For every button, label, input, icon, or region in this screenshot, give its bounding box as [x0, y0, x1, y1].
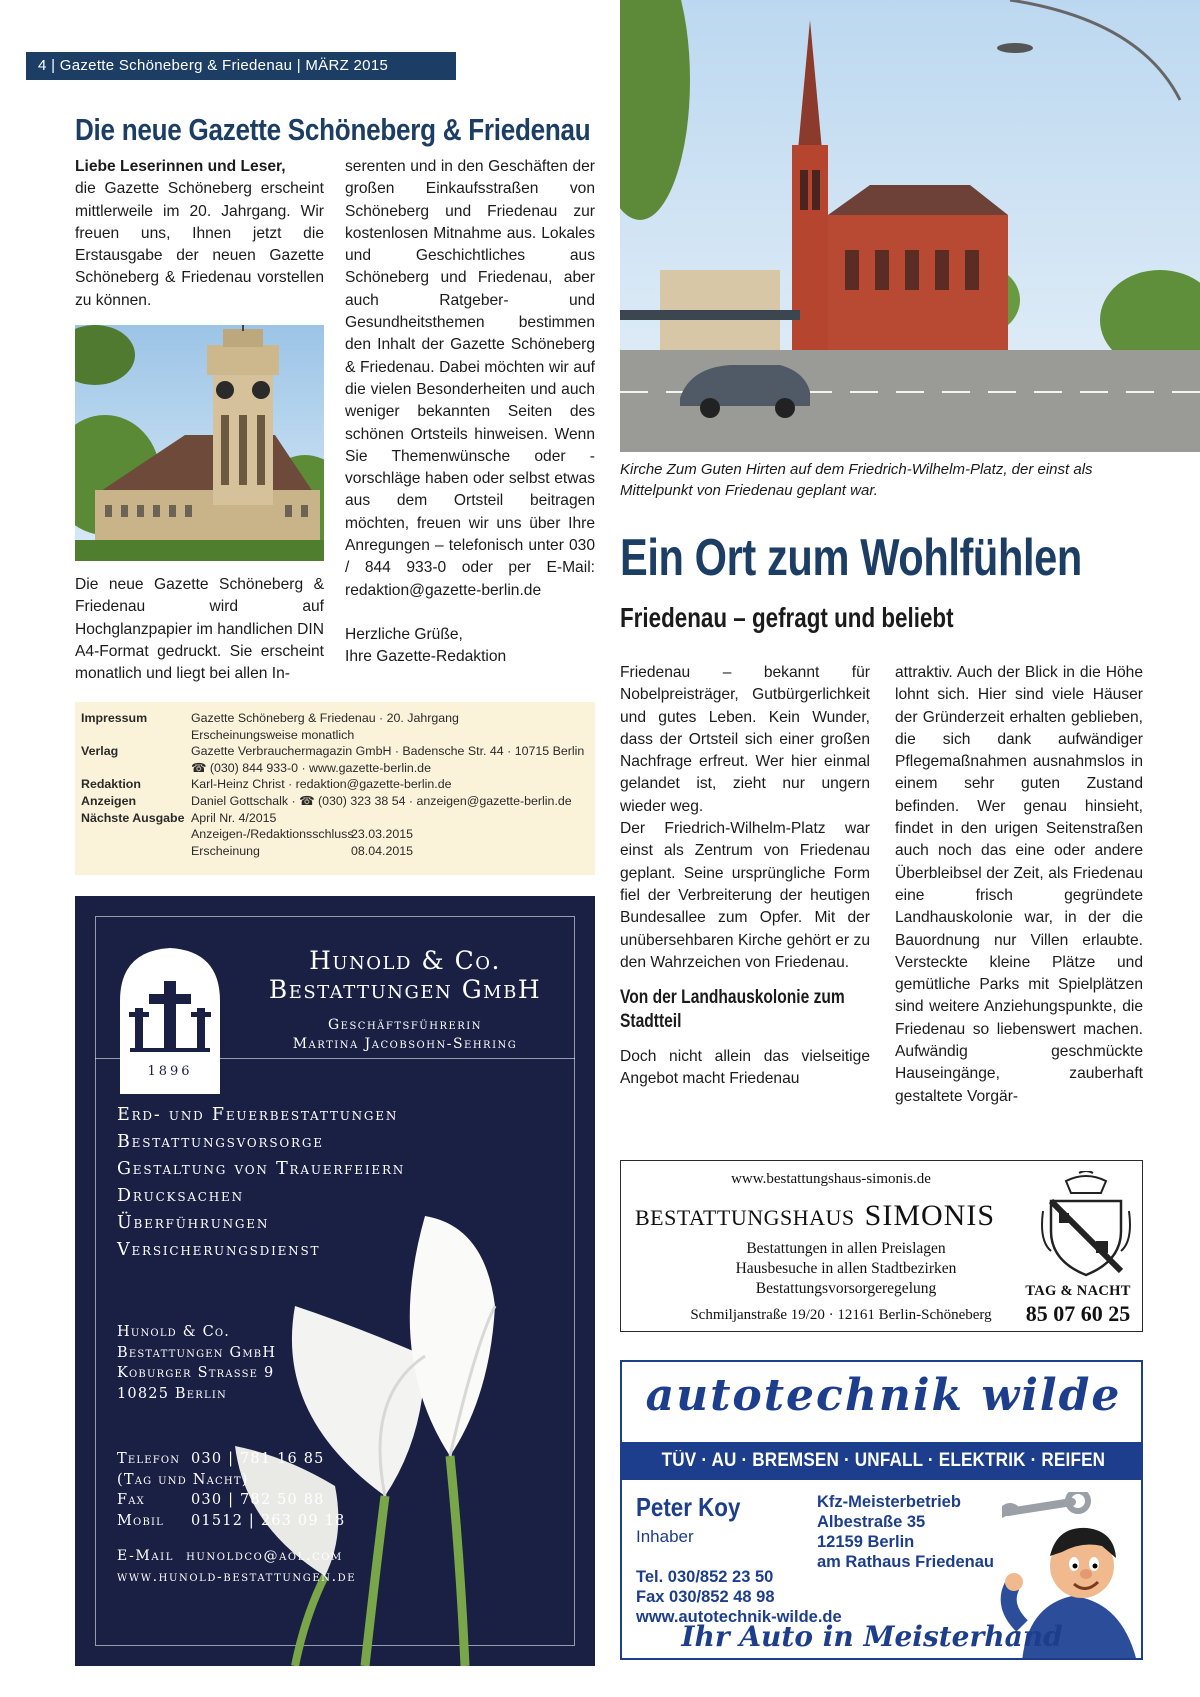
service-item: Bestattungsvorsorge: [117, 1132, 324, 1152]
article-body: serenten und in den Geschäften der großen Einkaufsstraßen von Schöneberg und Friedenau zur kostenlosen Mitnahme aus. Lokales und Geschichtliches aus Schöneberg und Friedenau, aber auch Ratgeber- und Gesundheitsthemen bestimmen den Inhalt der Gazette Schöneberg & Friedenau. Dabei möchten wir auf die vielen Besonderheiten und auch weniger bekannten Seiten des schönen Ortsteils hinweisen. Wenn Sie Themenwünsche oder -vorschläge haben oder selbst etwas aus dem Ortsteil beitragen möchten, freuen wir uns über Ihre Anregungen – telefonisch unter 030 / 844 933-0 oder per E-Mail: redaktion@gazette-berlin.de: [345, 158, 595, 599]
company-contact: Telefon 030 | 781 16 85 (Tag und Nacht) Fax 030 | 782 50 88 Mobil 01512 | 263 09 18: [117, 1451, 346, 1529]
feature-column-2: attraktiv. Auch der Blick in die Höhe lohnt sich. Hier sind viele Häuser der Gründerzeit erhalten geblieben, die sich dank aufwändiger Pflegemaßnahmen ausnahmslos in einem sehr guten Zustand befinden. Wer genau hinsieht, findet in den urigen Seitenstraßen auch noch das eine oder andere Überbleibsel der Zeit, als Friedenau eine frisch gegründete Landhauskolonie war, in der die Bauordnung nur Villen erlaubte. Versteckte kleine Plätze und gemütliche Parks mit Spielplätzen sind weitere Anziehungspunkte, die Friedenau so liebenswert machen. Aufwändig geschmückte Hauseingänge, zauberhaft gestaltete Vorgär-: [895, 664, 1143, 1105]
feature-subtitle: Friedenau – gefragt und beliebt: [620, 602, 954, 633]
impressum-row: Anzeigen Daniel Gottschalk · ☎ (030) 323 38 54 · anzeigen@gazette-berlin.de: [81, 793, 572, 808]
phone-number: 030 | 781 16 85: [191, 1451, 325, 1467]
website-link[interactable]: www.hunold-bestattungen.de: [117, 1569, 357, 1585]
simonis-services: Bestattungen in allen Preislagen Hausbesuche in allen Stadtbezirken Bestattungsvorsorgeregelung: [735, 1240, 957, 1297]
simonis-address: Schmiljanstraße 19/20 · 12161 Berlin-Schöneberg: [690, 1307, 992, 1323]
managing-director: Geschäftsführerin Martina Jacobsohn-Sehring: [292, 1017, 518, 1052]
coat-of-arms-icon: [1041, 1171, 1131, 1279]
service-item: Erd- und Feuerbestattungen: [117, 1105, 399, 1125]
impressum-row: Redaktion Karl-Heinz Christ · redaktion@gazette-berlin.de: [81, 777, 452, 792]
simonis-availability: TAG & NACHT: [1025, 1283, 1131, 1299]
workshop-contact: [636, 1567, 842, 1627]
article-column-1-continued: Die neue Gazette Schöneberg & Friedenau wird auf Hochglanzpapier im handlichen DIN A4-Format gedruckt. Sie erscheint monatlich und liegt bei allen In-: [75, 576, 324, 683]
feature-column-1: [620, 662, 870, 1091]
autotechnik-logo: autotechnik wilde: [645, 1370, 1122, 1421]
townhall-photo: [75, 325, 324, 561]
impressum-release: Erscheinung 08.04.2015: [191, 843, 414, 858]
impressum-row: Verlag Gazette Verbrauchermagazin GmbH · Badensche Str. 44 · 10715 Berlin: [81, 744, 585, 759]
mobile-number: 01512 | 263 09 18: [191, 1512, 346, 1529]
autotechnik-services-band: TÜV · AU · BREMSEN · UNFALL · ELEKTRIK · REIFEN: [622, 1442, 1143, 1480]
impressum-row: Impressum Gazette Schöneberg & Friedenau · 20. Jahrgang: [81, 711, 459, 725]
calla-lily-illustration-icon: [235, 1196, 595, 1666]
impressum-row: Erscheinungsweise monatlich: [191, 727, 355, 742]
hunold-advertisement: [75, 896, 595, 1666]
simonis-brand: BESTATTUNGSHAUS SIMONIS: [635, 1199, 996, 1232]
feature-title: Ein Ort zum Wohlfühlen: [620, 529, 1082, 587]
impressum-row: Nächste Ausgabe April Nr. 4/2015: [81, 810, 277, 825]
company-name: Hunold & Co. Bestattungen GmbH: [268, 946, 542, 1004]
feature-paragraph: Friedenau – bekannt für Nobelpreisträger, Gutbürgerlichkeit und gutes Leben. Kein Wunder, dass der Ortsteil sich einer großen Nachfrage erfreut. Wer hier einmal gelandet ist, zieht nur ungern wieder weg.: [620, 664, 870, 815]
simonis-advertisement: [620, 1160, 1143, 1332]
company-address: Hunold & Co. Bestattungen GmbH Koburger Strasse 9 10825 Berlin: [117, 1324, 277, 1402]
article-title: Die neue Gazette Schöneberg & Friedenau: [75, 112, 591, 147]
owner-role: Inhaber: [636, 1527, 694, 1546]
wrench-icon: [1002, 1492, 1092, 1532]
article-column-2: [345, 156, 595, 669]
owner-name: Peter Koy: [636, 1492, 741, 1522]
service-item: Überführungen: [117, 1213, 270, 1233]
workshop-fax: Fax 030/852 48 98: [636, 1588, 775, 1606]
autotechnik-slogan: Ihr Auto in Meisterhand: [681, 1620, 1063, 1653]
signoff-greeting: Herzliche Grüße,: [345, 625, 463, 643]
signoff-editorial: Ihre Gazette-Redaktion: [345, 648, 507, 666]
workshop-address: Kfz-Meisterbetrieb Albestraße 35 12159 Berlin am Rathaus Friedenau: [817, 1493, 994, 1571]
page-header: 4 | Gazette Schöneberg & Friedenau | MÄRZ 2015: [26, 52, 456, 80]
simonis-website-link[interactable]: www.bestattungshaus-simonis.de: [731, 1171, 931, 1187]
article-column-1: [75, 156, 324, 312]
company-web: E-Mail hunoldco@aol.com www.hunold-bestattungen.de: [117, 1546, 356, 1588]
feature-paragraph: Der Friedrich-Wilhelm-Platz war einst als Zentrum von Friedenau geplant. Seine ursprüngliche Form fiel der Verbreiterung der heutigen Bundesallee zum Opfer. Mit der unübersehbaren Kirche gehört er zu den Wahrzeichen von Friedenau.: [620, 820, 870, 971]
founding-year: 1896: [147, 1064, 193, 1079]
impressum-deadline: Anzeigen-/Redaktionsschluss23.03.2015: [191, 827, 414, 842]
feature-paragraph: Doch nicht allein das vielseitige Angebot macht Friedenau: [620, 1048, 870, 1088]
simonis-phone: 85 07 60 25: [1025, 1301, 1131, 1326]
feature-subheading: Von der Landhauskolonie zum Stadtteil: [620, 987, 845, 1033]
article-greeting: Liebe Leserinnen und Leser,: [75, 158, 286, 175]
service-item: Gestaltung von Trauerfeiern: [117, 1159, 406, 1179]
impressum-row: ☎ (030) 844 933-0 · www.gazette-berlin.de: [191, 760, 431, 775]
impressum-box: [75, 702, 595, 875]
fax-number: 030 | 782 50 88: [191, 1492, 325, 1508]
photo-caption: Kirche Zum Guten Hirten auf dem Friedrich-Wilhelm-Platz, der einst als Mittelpunkt von Friedenau geplant war.: [620, 461, 1093, 499]
email-link[interactable]: hunoldco@aol.com: [186, 1548, 343, 1564]
services-list: [117, 1102, 405, 1264]
workshop-website-link[interactable]: www.autotechnik-wilde.de: [636, 1608, 842, 1626]
service-item: Drucksachen: [117, 1186, 244, 1206]
church-photo: [620, 0, 1200, 452]
service-item: Versicherungsdienst: [117, 1240, 321, 1260]
article-intro: die Gazette Schöneberg erscheint mittlerweile im 20. Jahrgang. Wir freuen uns, Ihnen jetzt die Erstausgabe der neuen Gazette Schöneberg & Friedenau vorstellen zu können.: [75, 180, 324, 309]
autotechnik-advertisement: [620, 1360, 1143, 1660]
workshop-phone: Tel. 030/852 23 50: [636, 1568, 774, 1586]
